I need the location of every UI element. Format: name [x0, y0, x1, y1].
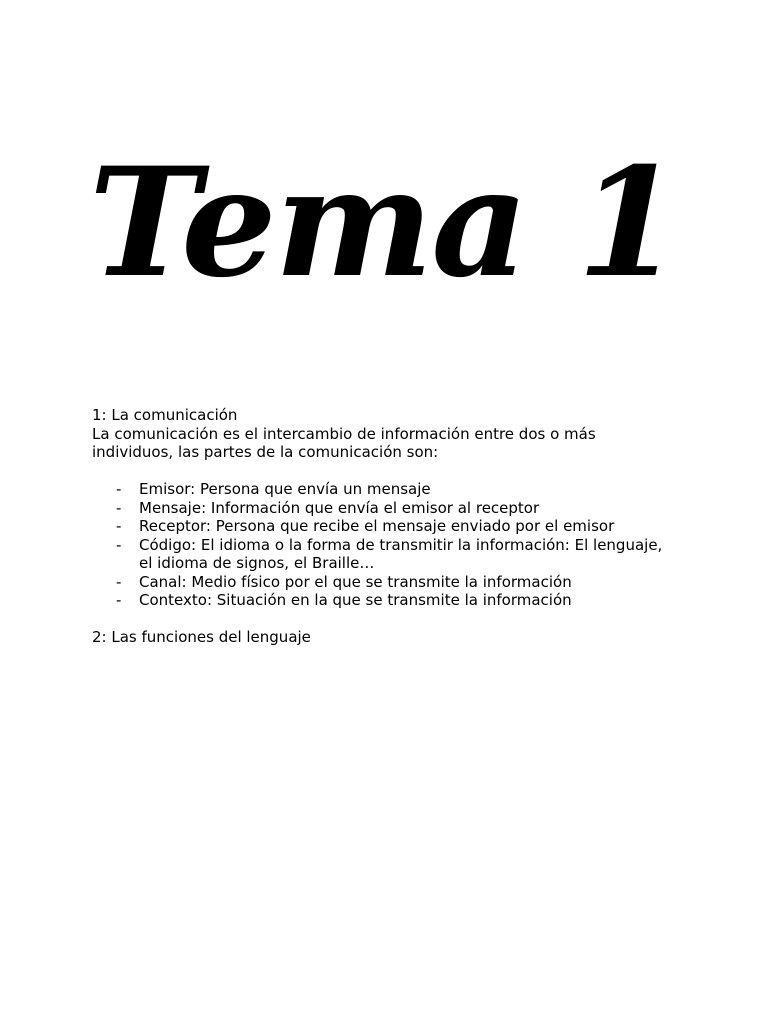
section-1-intro: La comunicación es el intercambio de información entre dos o más individuos, las partes de la comunicación son: [92, 424, 596, 461]
section-1-heading: 1: La comunicación [92, 406, 238, 424]
list-item-text: Emisor: Persona que envía un mensaje [139, 480, 431, 498]
paragraph-spacer [92, 610, 672, 629]
list-item-text: Mensaje: Información que envía el emisor al receptor [139, 498, 540, 517]
communication-parts-list [92, 480, 672, 610]
list-item [92, 536, 672, 573]
list-item-text: Código: El idioma o la forma de transmitir la información: El lenguaje, el idioma de signos, el Braille… [139, 535, 663, 572]
dash-bullet: - [116, 480, 122, 498]
list-item-text: Receptor: Persona que recibe el mensaje enviado por el emisor [139, 517, 615, 535]
list-item [92, 480, 672, 499]
list-item-text: Canal: Medio físico por el que se transmite la información [139, 572, 572, 591]
list-item [92, 573, 672, 592]
dash-bullet: - [116, 535, 122, 554]
paragraph-spacer [92, 462, 672, 481]
document-body [92, 406, 672, 647]
list-item [92, 499, 672, 518]
list-item [92, 517, 672, 536]
dash-bullet: - [116, 591, 122, 609]
dash-bullet: - [116, 517, 122, 535]
list-item [92, 591, 672, 610]
page-title: Tema 1 [88, 135, 680, 311]
dash-bullet: - [116, 572, 122, 591]
section-2-heading: 2: Las funciones del lenguaje [92, 628, 311, 646]
dash-bullet: - [116, 498, 122, 517]
list-item-text: Contexto: Situación en la que se transmite la información [139, 591, 572, 609]
